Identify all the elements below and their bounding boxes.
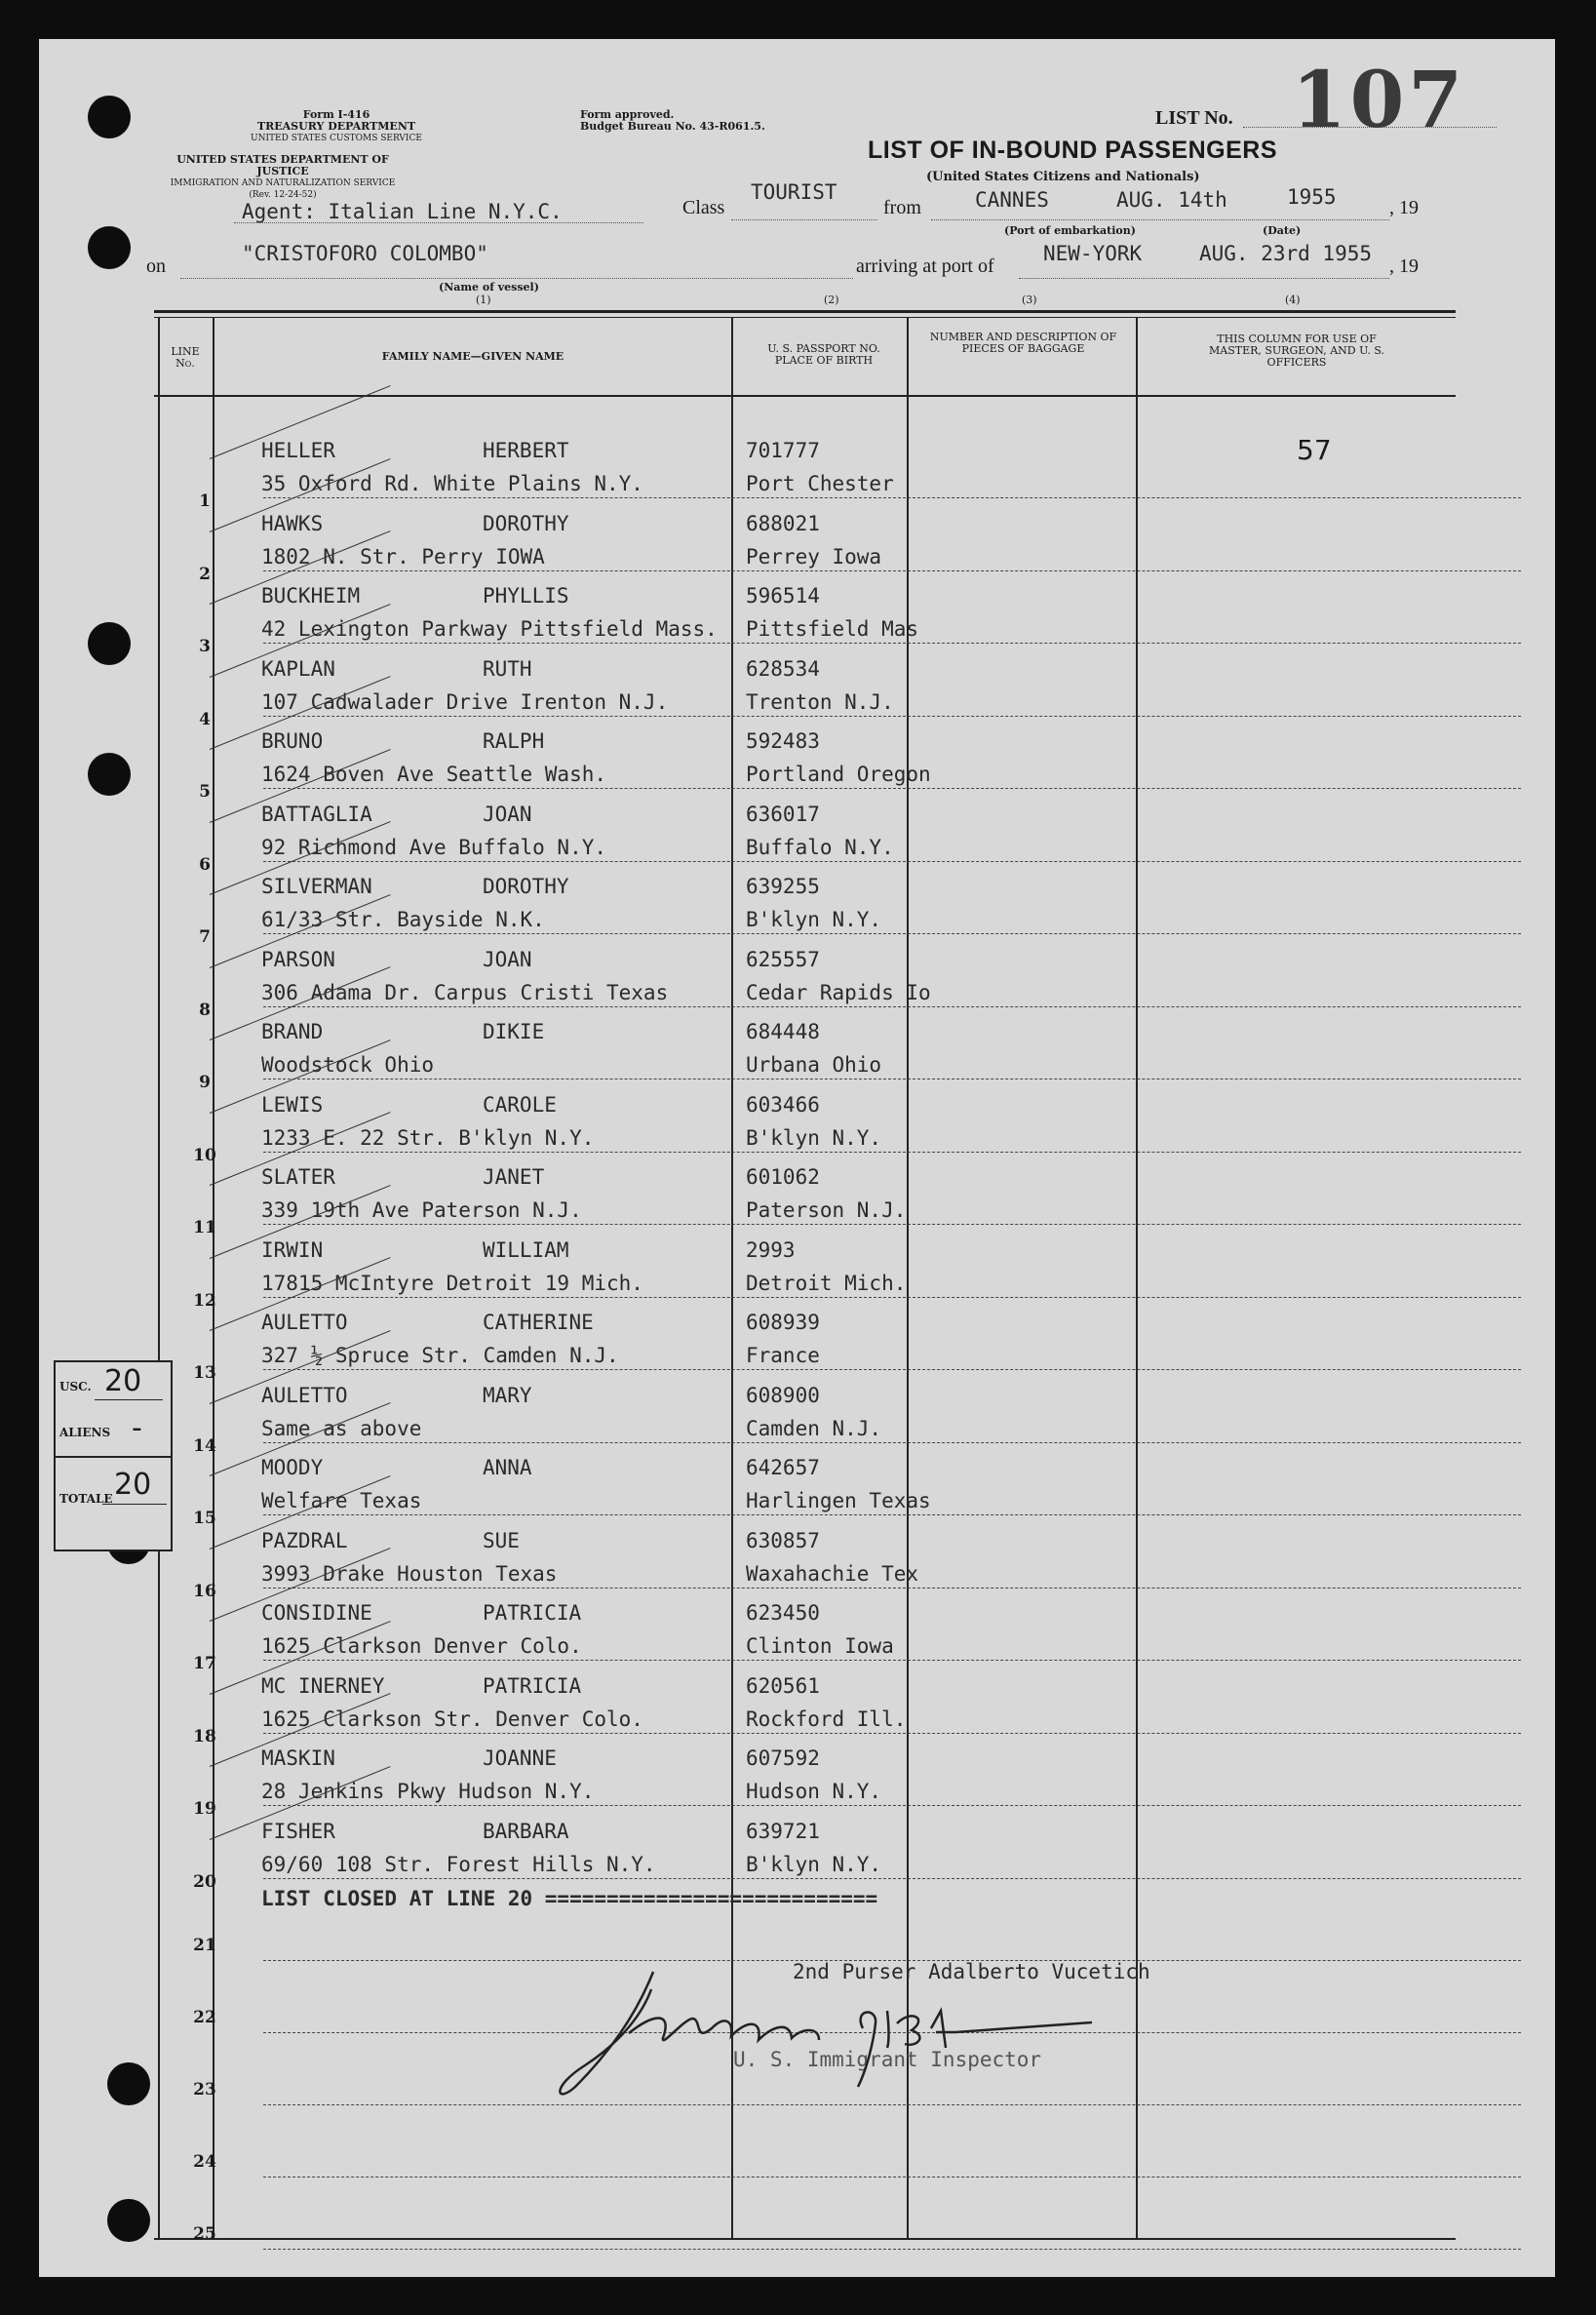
table-top-rule	[154, 310, 1456, 313]
place-of-birth: Pittsfield Mas	[746, 617, 919, 641]
line-number: 18	[193, 1726, 216, 1746]
passport-number: 596514	[746, 584, 820, 608]
passport-number: 601062	[746, 1165, 820, 1189]
list-closed-line: LIST CLOSED AT LINE 20 ===========================	[261, 1887, 878, 1910]
row-separator	[263, 1152, 1521, 1153]
tally-usc-label: USC.	[59, 1380, 92, 1393]
year-suffix-2: , 19	[1389, 255, 1419, 277]
passport-number: 628534	[746, 656, 820, 681]
place-of-birth: Cedar Rapids Io	[746, 980, 931, 1004]
row-separator	[263, 861, 1521, 862]
document-subtitle: (United States Citizens and Nationals)	[926, 170, 1200, 184]
line-number: 10	[193, 1145, 216, 1165]
vessel-name: "CRISTOFORO COLOMBO"	[242, 242, 488, 265]
officer-mark: 57	[1297, 434, 1332, 466]
passport-number: 623450	[746, 1601, 820, 1625]
passport-number: 642657	[746, 1456, 820, 1479]
line-number: 4	[199, 709, 211, 729]
passenger-address: 327 ½ Spruce Str. Camden N.J.	[261, 1344, 619, 1367]
passenger-family-name: PAZDRAL	[261, 1528, 348, 1552]
row-separator	[263, 1006, 1521, 1007]
port-embarkation: CANNES	[975, 188, 1049, 212]
class-label: Class	[682, 197, 725, 218]
vessel-caption: (Name of vessel)	[439, 281, 539, 294]
passenger-address: 42 Lexington Parkway Pittsfield Mass.	[261, 617, 718, 641]
inspector-signature	[546, 1950, 1170, 2106]
place-of-birth: Detroit Mich.	[746, 1271, 907, 1295]
passenger-family-name: AULETTO	[261, 1311, 348, 1334]
budget-bureau: Budget Bureau No. 43-R061.5.	[580, 120, 765, 133]
punch-hole	[88, 226, 131, 269]
form-approved: Form approved.	[580, 108, 675, 121]
passenger-family-name: AULETTO	[261, 1383, 348, 1407]
passenger-given-name: HERBERT	[483, 439, 569, 462]
passenger-family-name: BRUNO	[261, 729, 324, 753]
row-separator	[263, 2177, 1521, 2178]
customs-service: UNITED STATES CUSTOMS SERVICE	[251, 134, 422, 143]
passport-number: 639721	[746, 1819, 820, 1843]
caption-3: (3)	[1022, 294, 1037, 306]
passenger-given-name: DOROTHY	[483, 875, 569, 898]
table-bottom-rule	[154, 2238, 1456, 2240]
passport-number: 688021	[746, 511, 820, 535]
passenger-address: 69/60 108 Str. Forest Hills N.Y.	[261, 1852, 656, 1876]
place-of-birth: Clinton Iowa	[746, 1634, 894, 1658]
passenger-address: 339 19th Ave Paterson N.J.	[261, 1198, 582, 1222]
passenger-given-name: MARY	[483, 1383, 532, 1407]
line-number: 16	[193, 1581, 216, 1601]
class-value: TOURIST	[751, 180, 837, 204]
line-number: 5	[199, 782, 211, 802]
line-number: 13	[193, 1363, 216, 1383]
passenger-address: 1233 E. 22 Str. B'klyn N.Y.	[261, 1125, 595, 1150]
line-number: 14	[193, 1435, 216, 1456]
passenger-family-name: BUCKHEIM	[261, 584, 361, 608]
row-separator	[263, 1733, 1521, 1734]
passenger-family-name: FISHER	[261, 1819, 335, 1843]
passport-number: 639255	[746, 875, 820, 898]
passport-number: 630857	[746, 1528, 820, 1552]
passenger-address: 35 Oxford Rd. White Plains N.Y.	[261, 472, 643, 495]
passenger-given-name: CAROLE	[483, 1092, 557, 1117]
passenger-address: 306 Adama Dr. Carpus Cristi Texas	[261, 980, 669, 1004]
passenger-family-name: HAWKS	[261, 511, 324, 535]
passenger-address: Same as above	[261, 1416, 422, 1440]
passenger-address: 3993 Drake Houston Texas	[261, 1561, 558, 1586]
passenger-given-name: ANNA	[483, 1456, 532, 1479]
passport-number: 608939	[746, 1311, 820, 1334]
form-number-block	[234, 109, 439, 144]
passenger-given-name: BARBARA	[483, 1819, 569, 1843]
place-of-birth: B'klyn N.Y.	[746, 1125, 882, 1150]
passenger-address: 61/33 Str. Bayside N.K.	[261, 908, 545, 931]
passport-number: 592483	[746, 729, 820, 753]
row-separator	[263, 933, 1521, 934]
passenger-given-name: PATRICIA	[483, 1673, 582, 1698]
treasury-dept: TREASURY DEPARTMENT	[256, 120, 416, 133]
passenger-address: Welfare Texas	[261, 1489, 422, 1512]
on-label: on	[146, 255, 166, 277]
row-separator	[263, 497, 1521, 498]
tally-aliens-label: ALIENS	[59, 1426, 111, 1439]
passenger-address: 17815 McIntyre Detroit 19 Mich.	[261, 1271, 643, 1295]
passenger-family-name: SILVERMAN	[261, 875, 372, 898]
row-separator	[263, 1660, 1521, 1661]
passport-number: 620561	[746, 1673, 820, 1698]
row-separator	[263, 1878, 1521, 1879]
list-no-label: LIST No.	[1155, 107, 1233, 129]
passenger-family-name: BATTAGLIA	[261, 802, 372, 826]
passenger-given-name: RUTH	[483, 656, 532, 681]
col-header-officers: THIS COLUMN FOR USE OF MASTER, SURGEON, AND U. S. OFFICERS	[1208, 333, 1384, 369]
passport-number: 636017	[746, 802, 820, 826]
passenger-given-name: PATRICIA	[483, 1601, 582, 1625]
passenger-given-name: JOANNE	[483, 1746, 557, 1770]
row-separator	[263, 1588, 1521, 1589]
row-separator	[263, 1369, 1521, 1370]
line-number: 24	[193, 2152, 216, 2172]
form-approved-block	[580, 109, 765, 133]
passport-number: 603466	[746, 1092, 820, 1117]
place-of-birth: B'klyn N.Y.	[746, 908, 882, 931]
tally-usc-value: 20	[104, 1364, 142, 1398]
passenger-address: 1802 N. Str. Perry IOWA	[261, 544, 545, 569]
punch-hole	[107, 2199, 150, 2242]
doj-title: UNITED STATES DEPARTMENT OF JUSTICE	[176, 153, 389, 177]
row-separator	[263, 1805, 1521, 1806]
passport-number: 2993	[746, 1237, 796, 1262]
passenger-family-name: CONSIDINE	[261, 1601, 372, 1625]
line-number: 25	[193, 2224, 216, 2244]
arrival-date: AUG. 23rd 1955	[1199, 242, 1373, 265]
port-arrival: NEW-YORK	[1043, 242, 1143, 265]
tally-total-value: 20	[114, 1468, 152, 1502]
passport-number: 608900	[746, 1383, 820, 1407]
line-number: 8	[199, 1000, 211, 1020]
header-bottom-rule	[154, 395, 1456, 397]
passenger-family-name: PARSON	[261, 947, 335, 971]
line-number: 3	[199, 637, 211, 656]
line-number: 23	[193, 2080, 216, 2099]
agent-field: Agent: Italian Line N.Y.C.	[242, 200, 563, 223]
form-revision: (Rev. 12-24-52)	[249, 190, 317, 200]
passenger-given-name: JANET	[483, 1165, 545, 1189]
line-number: 7	[199, 927, 211, 947]
passenger-given-name: CATHERINE	[483, 1311, 594, 1334]
line-number: 11	[193, 1218, 216, 1237]
line-number: 12	[193, 1290, 216, 1311]
line-number: 6	[199, 854, 211, 875]
col-header-baggage: NUMBER AND DESCRIPTION OF PIECES OF BAGGAGE	[929, 331, 1117, 355]
form-number: Form I-416	[302, 108, 370, 121]
line-number: 17	[193, 1654, 216, 1673]
punch-hole	[88, 753, 131, 796]
place-of-birth: Perrey Iowa	[746, 544, 882, 569]
line-number: 15	[193, 1509, 216, 1528]
row-separator	[263, 1224, 1521, 1225]
list-no-stamp: 107	[1292, 54, 1466, 145]
passenger-address: 92 Richmond Ave Buffalo N.Y.	[261, 835, 607, 859]
line-number: 20	[193, 1871, 216, 1892]
line-number: 19	[193, 1799, 216, 1819]
document-title: LIST OF IN-BOUND PASSENGERS	[868, 137, 1278, 164]
passport-number: 625557	[746, 947, 820, 971]
col-header-passport: U. S. PASSPORT NO. PLACE OF BIRTH	[767, 342, 880, 367]
passenger-address: 28 Jenkins Pkwy Hudson N.Y.	[261, 1780, 595, 1803]
year-suffix-1: , 19	[1389, 197, 1419, 218]
embark-year: 1955	[1287, 185, 1337, 209]
place-of-birth: Buffalo N.Y.	[746, 835, 894, 859]
row-separator	[263, 2249, 1521, 2250]
passenger-given-name: PHYLLIS	[483, 584, 569, 608]
place-of-birth: Rockford Ill.	[746, 1707, 907, 1731]
passenger-family-name: SLATER	[261, 1165, 335, 1189]
inspector-title: U. S. Immigrant Inspector	[733, 2048, 1042, 2071]
passenger-address: Woodstock Ohio	[261, 1053, 435, 1077]
passenger-family-name: MOODY	[261, 1456, 324, 1479]
place-of-birth: B'klyn N.Y.	[746, 1852, 882, 1876]
passenger-address: 107 Cadwalader Drive Irenton N.J.	[261, 689, 669, 714]
table-top-rule-2	[154, 317, 1456, 318]
arriving-label: arriving at port of	[856, 255, 994, 277]
date-caption: (Date)	[1263, 224, 1302, 237]
tally-total-label: TOTALE	[59, 1492, 113, 1506]
col-header-line-no: LINE No.	[171, 345, 200, 370]
passport-number: 607592	[746, 1746, 820, 1770]
line-number: 22	[193, 2008, 216, 2027]
place-of-birth: Camden N.J.	[746, 1416, 882, 1440]
place-of-birth: Portland Oregon	[746, 763, 931, 786]
from-label: from	[883, 197, 921, 218]
passenger-family-name: KAPLAN	[261, 656, 335, 681]
place-of-birth: Trenton N.J.	[746, 689, 894, 714]
passenger-family-name: MASKIN	[261, 1746, 335, 1770]
row-separator	[263, 788, 1521, 789]
line-number: 2	[199, 564, 211, 584]
punch-hole	[88, 622, 131, 665]
row-separator	[263, 1297, 1521, 1298]
caption-2: (2)	[824, 294, 839, 306]
passenger-family-name: LEWIS	[261, 1092, 324, 1117]
place-of-birth: France	[746, 1344, 820, 1367]
passport-number: 701777	[746, 439, 820, 462]
passenger-family-name: IRWIN	[261, 1237, 324, 1262]
passenger-family-name: HELLER	[261, 439, 335, 462]
passenger-given-name: DOROTHY	[483, 511, 569, 535]
embark-date: AUG. 14th	[1116, 188, 1227, 212]
passenger-given-name: WILLIAM	[483, 1237, 569, 1262]
tally-aliens-value: -	[132, 1411, 142, 1445]
row-separator	[263, 1442, 1521, 1443]
place-of-birth: Harlingen Texas	[746, 1489, 931, 1512]
passenger-given-name: SUE	[483, 1528, 520, 1552]
passenger-given-name: JOAN	[483, 947, 532, 971]
row-separator	[263, 570, 1521, 571]
tally-box	[54, 1360, 173, 1551]
purser-signature-line: 2nd Purser Adalberto Vucetich	[793, 1960, 1150, 1983]
ins-title: IMMIGRATION AND NATURALIZATION SERVICE	[170, 178, 396, 188]
passenger-family-name: MC INERNEY	[261, 1673, 385, 1698]
line-number: 1	[199, 491, 211, 511]
row-separator	[263, 1514, 1521, 1515]
row-separator	[263, 716, 1521, 717]
passenger-given-name: DIKIE	[483, 1020, 545, 1043]
doj-block	[156, 154, 409, 201]
passenger-address: 1625 Clarkson Str. Denver Colo.	[261, 1707, 643, 1731]
passenger-address: 1624 Boven Ave Seattle Wash.	[261, 763, 607, 786]
place-of-birth: Paterson N.J.	[746, 1198, 907, 1222]
place-of-birth: Hudson N.Y.	[746, 1780, 882, 1803]
punch-hole	[88, 96, 131, 138]
passenger-address: 1625 Clarkson Denver Colo.	[261, 1634, 582, 1658]
passport-number: 684448	[746, 1020, 820, 1043]
document-page	[39, 39, 1555, 2277]
caption-4: (4)	[1285, 294, 1301, 306]
passenger-family-name: BRAND	[261, 1020, 324, 1043]
place-of-birth: Urbana Ohio	[746, 1053, 882, 1077]
row-separator	[263, 643, 1521, 644]
punch-hole	[107, 2062, 150, 2105]
table-left-border	[158, 317, 160, 2240]
line-number: 21	[193, 1936, 216, 1955]
place-of-birth: Waxahachie Tex	[746, 1561, 919, 1586]
passenger-given-name: JOAN	[483, 802, 532, 826]
line-number: 9	[199, 1073, 211, 1092]
port-embarkation-caption: (Port of embarkation)	[1004, 224, 1136, 237]
caption-1: (1)	[476, 294, 491, 306]
col-header-name: FAMILY NAME—GIVEN NAME	[381, 350, 564, 363]
passenger-given-name: RALPH	[483, 729, 545, 753]
place-of-birth: Port Chester	[746, 472, 894, 495]
